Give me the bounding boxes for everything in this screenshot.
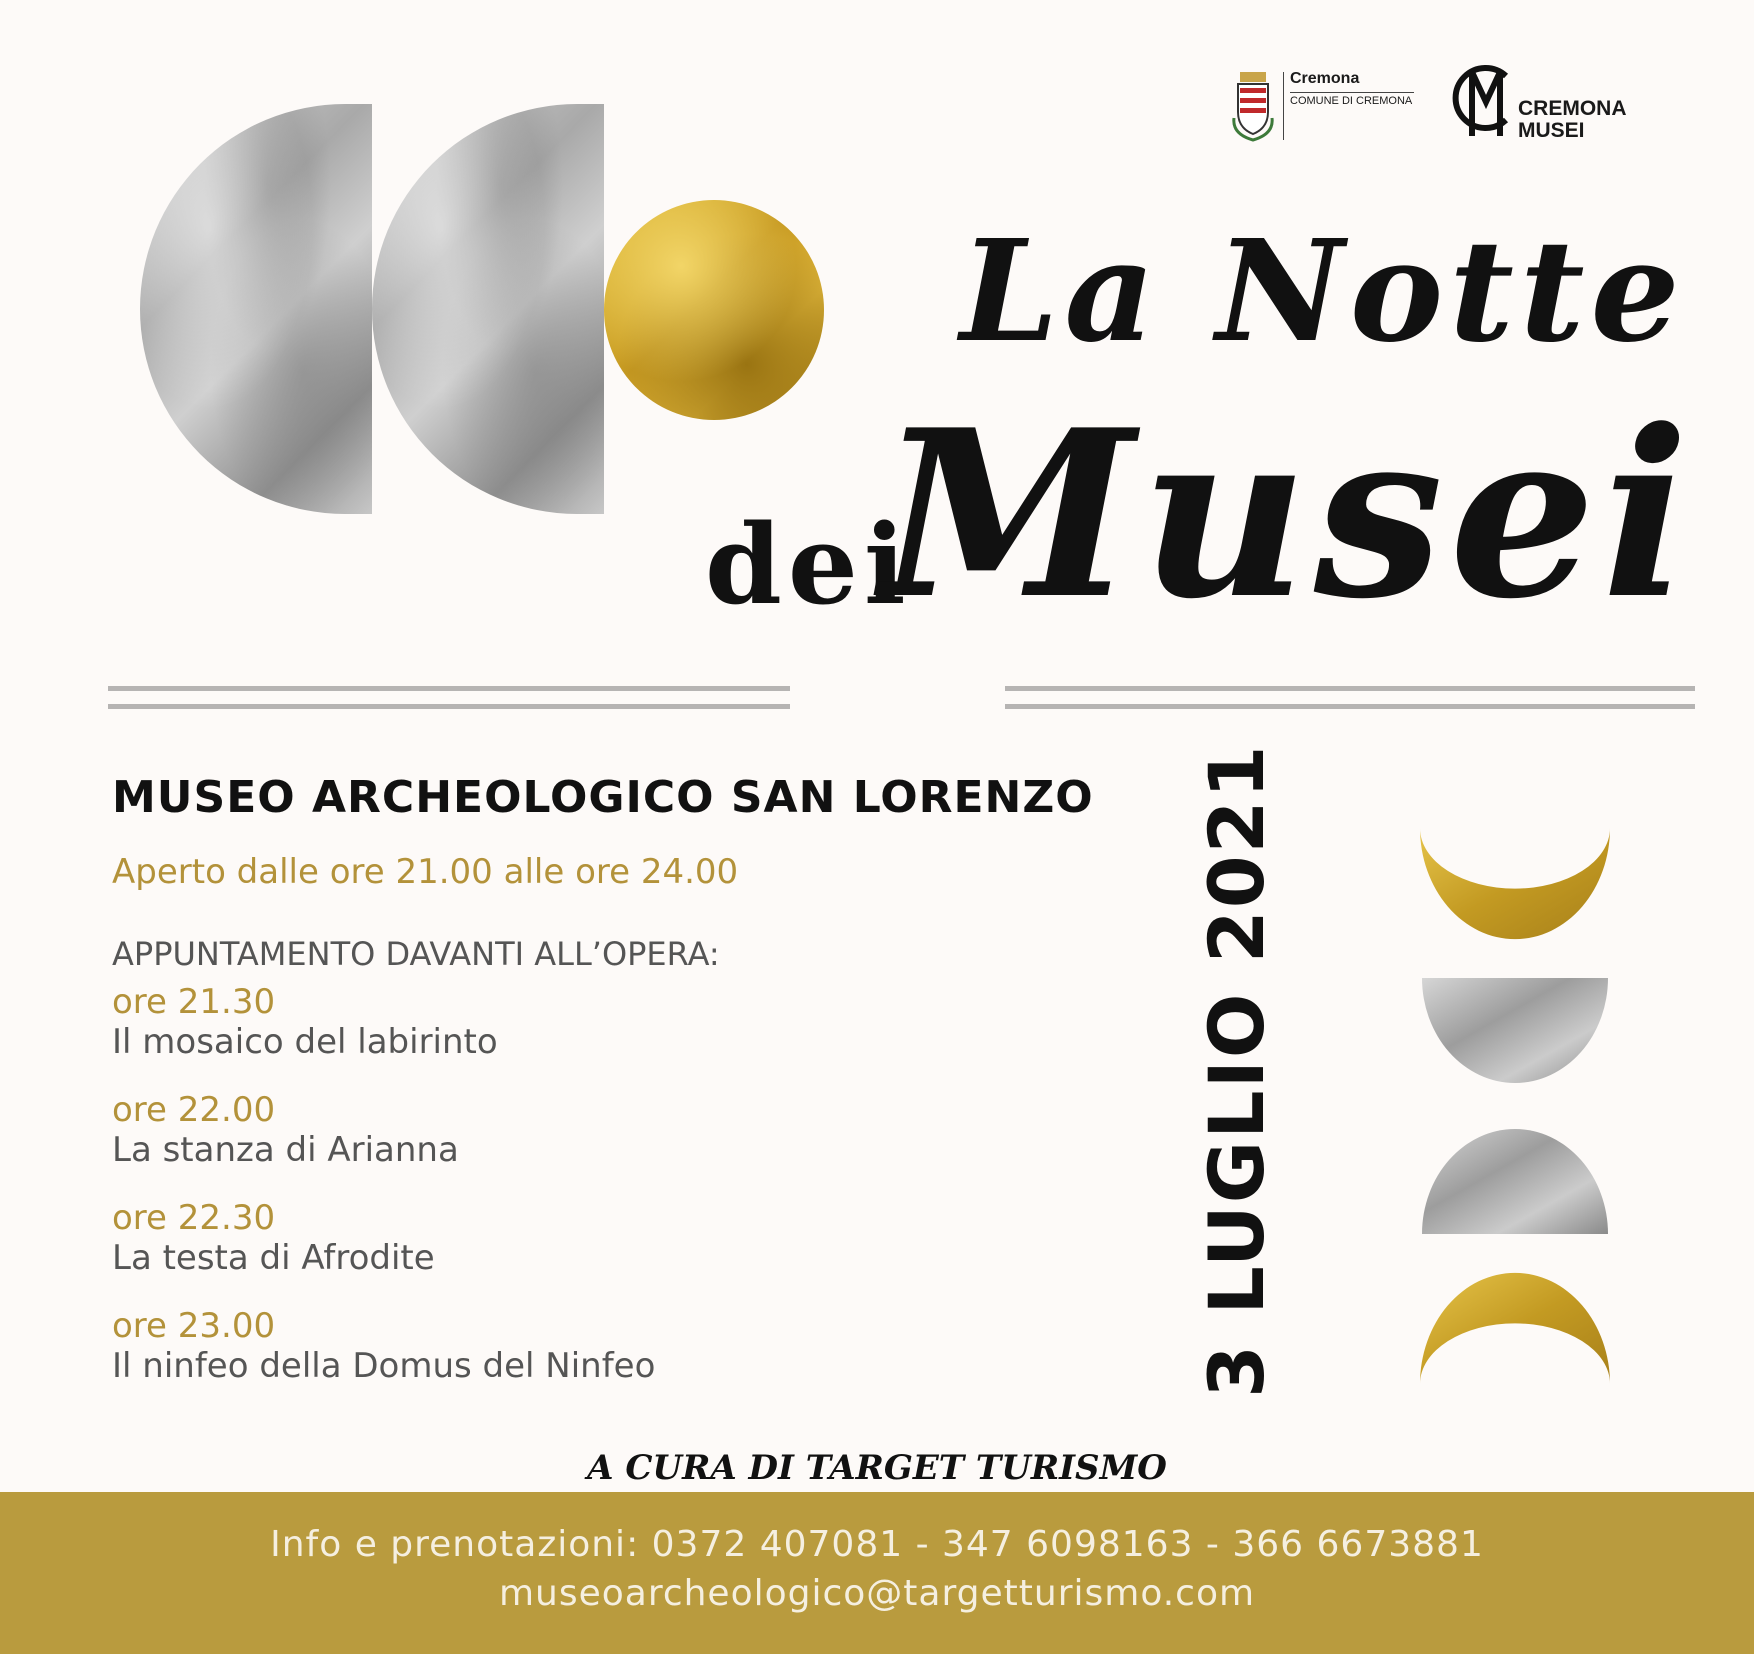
venue-name: MUSEO ARCHEOLOGICO SAN LORENZO xyxy=(112,772,1094,823)
schedule-time: ore 21.30 xyxy=(112,982,276,1022)
schedule-work: Il mosaico del labirinto xyxy=(112,1022,498,1062)
schedule-item xyxy=(112,1306,655,1386)
gold-crescent-top xyxy=(1420,828,1610,939)
gold-crescent-bottom xyxy=(1420,1273,1610,1384)
schedule-item xyxy=(112,1198,435,1278)
divider-left-bottom xyxy=(108,704,790,709)
divider-right-bottom xyxy=(1005,704,1695,709)
divider-left-top xyxy=(108,686,790,691)
footer-info: Info e prenotazioni: 0372 407081 - 347 6098163 - 366 6673881 xyxy=(270,1524,1484,1565)
cremona-musei-line2: MUSEI xyxy=(1518,119,1585,142)
cremona-logo-subtitle: COMUNE DI CREMONA xyxy=(1290,92,1414,107)
cremona-musei-line1: CREMONA xyxy=(1518,97,1627,120)
curated-by: A CURA DI TARGET TURISMO xyxy=(587,1448,1167,1488)
marble-half-moon-upper-2 xyxy=(1422,1129,1608,1234)
marble-half-moon-lower-1 xyxy=(1422,978,1608,1083)
schedule-item xyxy=(112,1090,459,1170)
appointment-label: APPUNTAMENTO DAVANTI ALL’OPERA: xyxy=(112,935,720,973)
marble-half-moon-2 xyxy=(372,104,604,514)
divider-right-top xyxy=(1005,686,1695,691)
title-line-3: Musei xyxy=(880,380,1696,650)
schedule-work: Il ninfeo della Domus del Ninfeo xyxy=(112,1346,656,1386)
gold-full-moon xyxy=(604,200,824,420)
moon-phases-graphic xyxy=(1418,826,1612,1386)
schedule-work: La testa di Afrodite xyxy=(112,1238,435,1278)
schedule-time: ore 23.00 xyxy=(112,1306,276,1346)
event-date: 3 LUGLIO 2021 xyxy=(1192,743,1281,1398)
title-line-2: dei xyxy=(705,500,912,629)
marble-half-moon-1 xyxy=(140,104,372,514)
cremona-logo-name: Cremona xyxy=(1290,70,1360,87)
schedule-time: ore 22.00 xyxy=(112,1090,276,1130)
cremona-musei-logo-mark xyxy=(1450,58,1518,144)
cremona-musei-logo-text xyxy=(1518,98,1627,142)
schedule-work: La stanza di Arianna xyxy=(112,1130,459,1170)
schedule-item xyxy=(112,982,498,1062)
cremona-crest-logo xyxy=(1230,68,1276,144)
opening-hours: Aperto dalle ore 21.00 alle ore 24.00 xyxy=(112,852,739,892)
logo-divider xyxy=(1283,72,1284,140)
footer-email-link[interactable]: museoarcheologico@targetturismo.com xyxy=(498,1573,1256,1614)
schedule-time: ore 22.30 xyxy=(112,1198,276,1238)
title-line-1: La Notte xyxy=(960,210,1686,374)
